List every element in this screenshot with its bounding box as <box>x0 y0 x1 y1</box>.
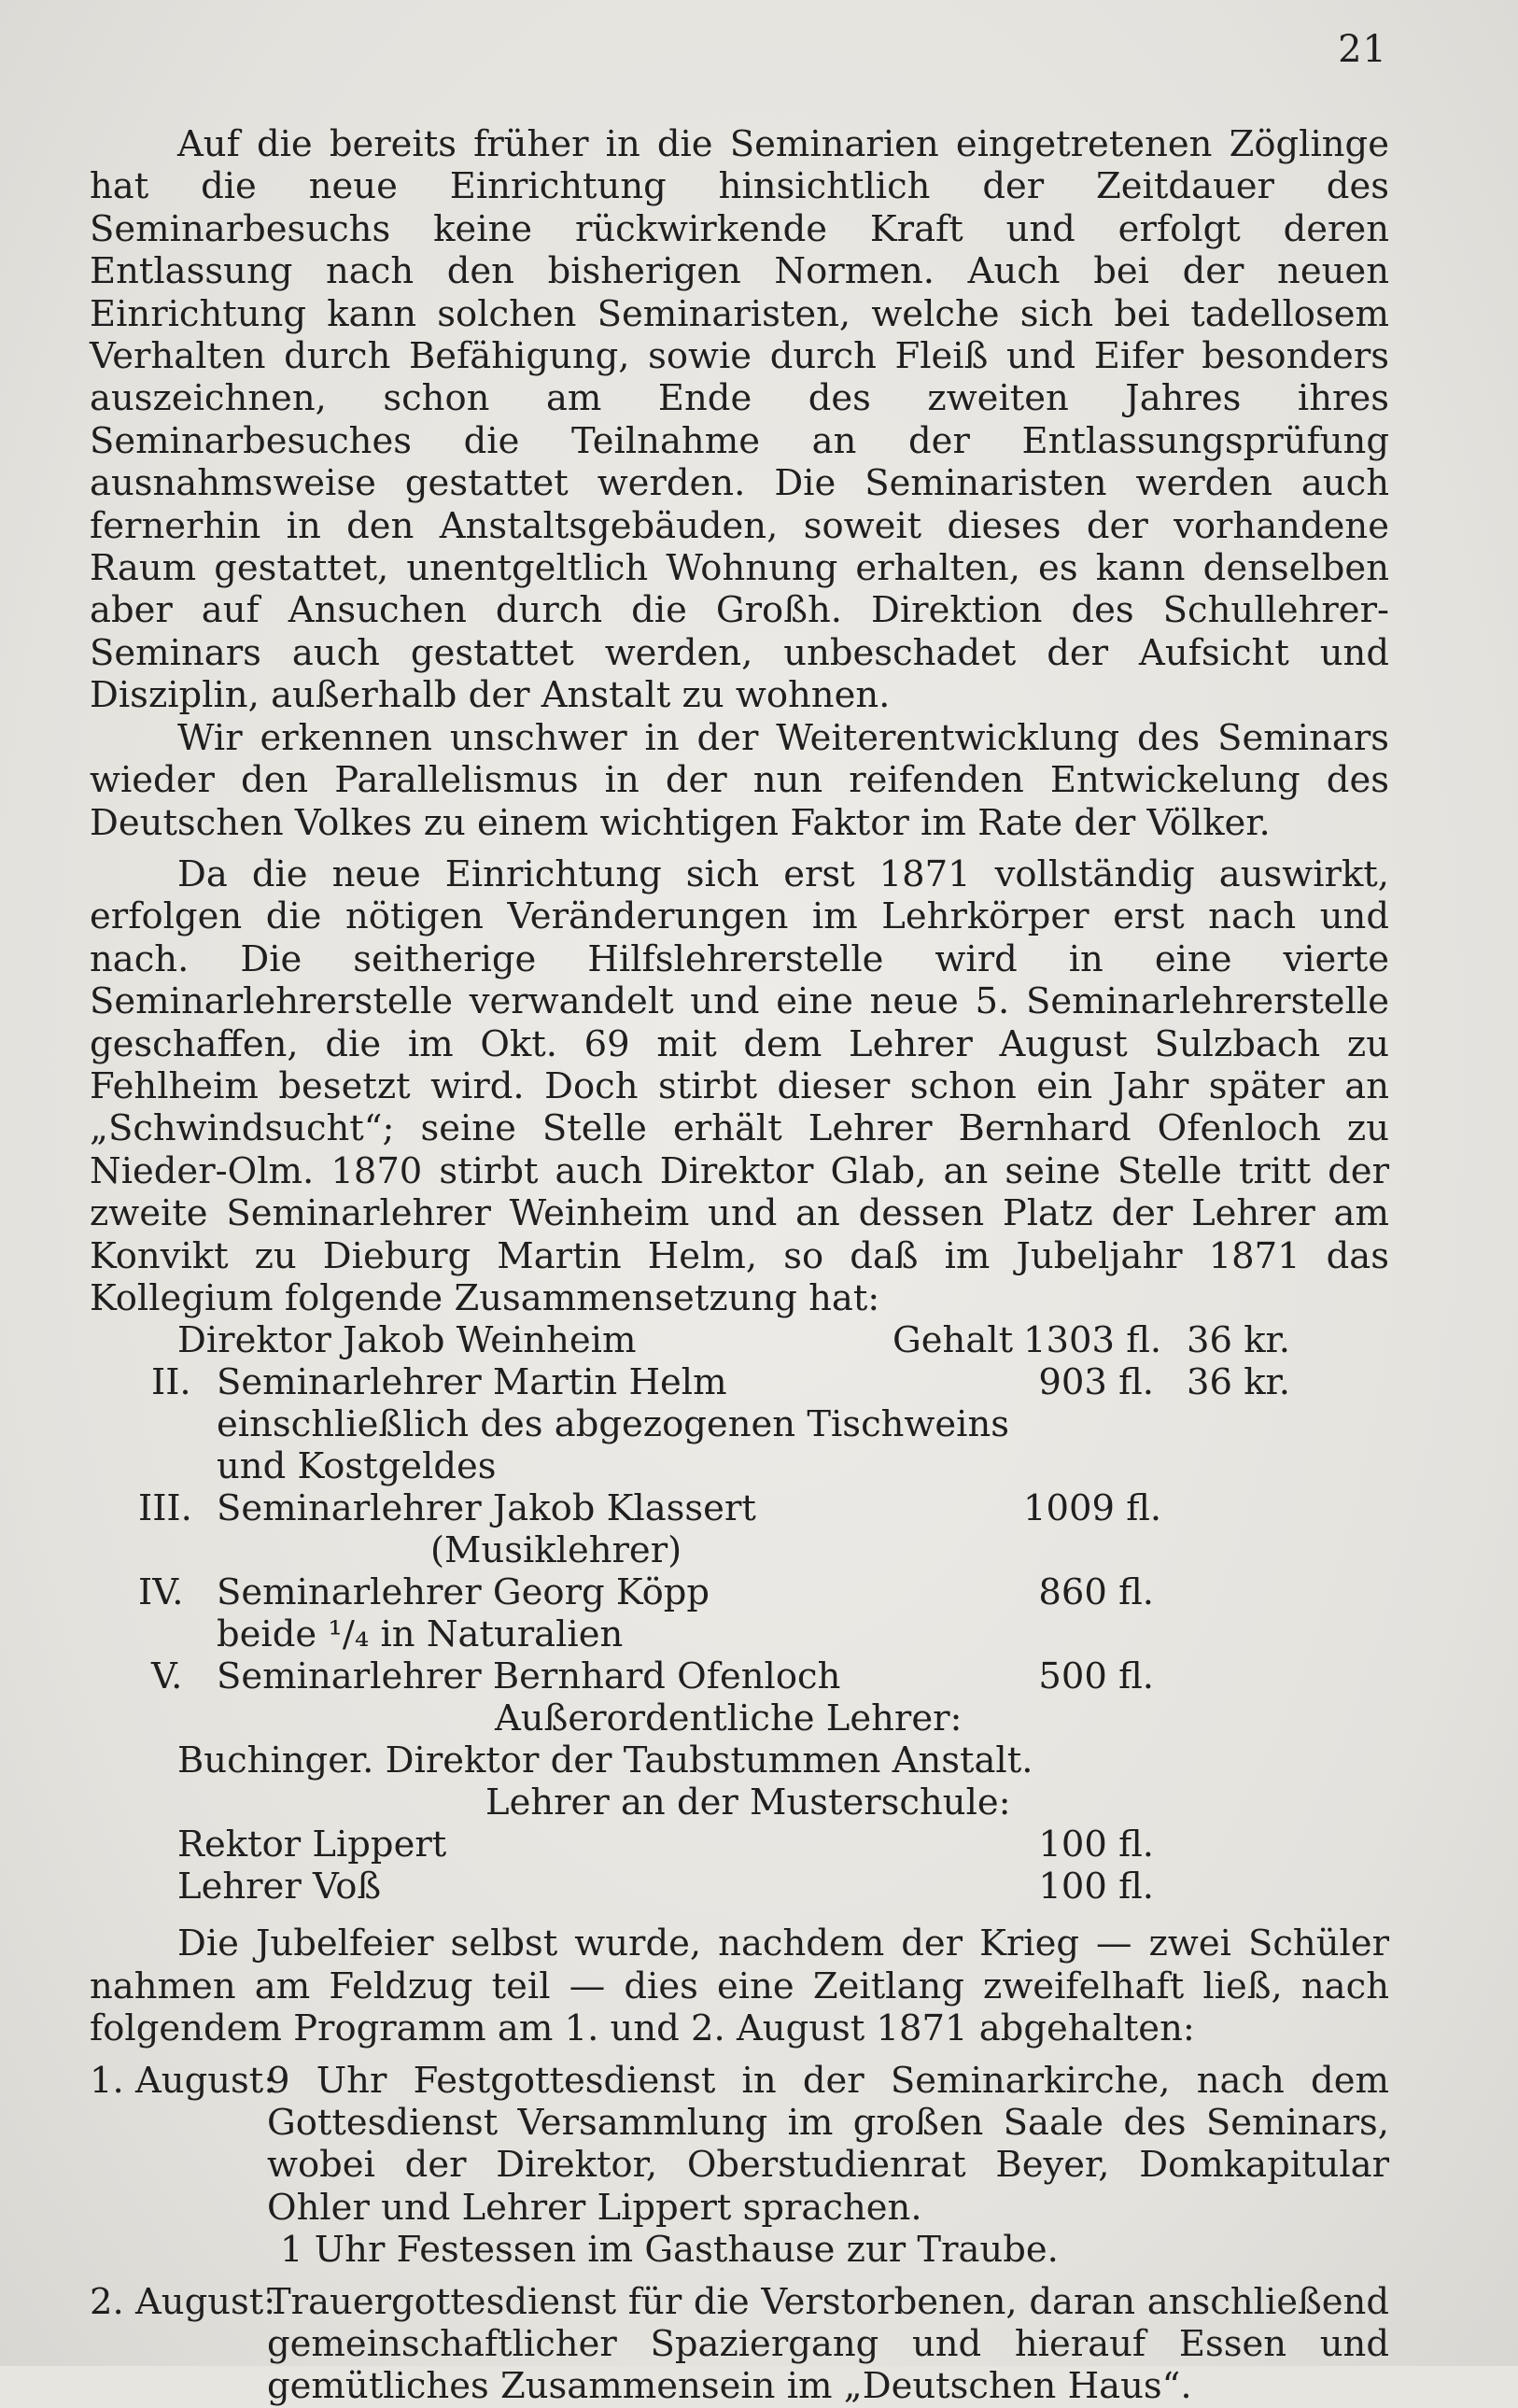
roster-name: Seminarlehrer Martin Helm <box>217 1361 727 1404</box>
roster-subheading: Lehrer an der Musterschule: <box>485 1781 1011 1824</box>
roster-numeral: II. <box>151 1361 191 1404</box>
roster-note: (Musiklehrer) <box>430 1529 682 1572</box>
roster-row <box>90 1824 1389 1866</box>
roster-row <box>90 1487 1389 1529</box>
roster-numeral: III. <box>138 1487 192 1530</box>
page-number: 21 <box>1338 28 1387 71</box>
festival-program <box>90 2060 1389 2408</box>
roster-kreuzer: 36 kr. <box>1187 1361 1290 1404</box>
roster-row-director <box>90 1319 1389 1361</box>
body-text <box>90 123 1389 2408</box>
program-day <box>90 2060 1389 2272</box>
roster-name: Seminarlehrer Jakob Klassert <box>217 1487 756 1530</box>
roster-amount: 100 fl. <box>1038 1866 1154 1908</box>
roster-name: Seminarlehrer Bernhard Ofenloch <box>217 1655 841 1698</box>
program-day-label: 2. August: <box>90 2280 276 2323</box>
roster-row <box>90 1361 1389 1403</box>
program-day-text: 9 Uhr Festgottesdienst in der Seminarkirche, nach dem Gottesdienst Versammlung im großen Saale des Seminars, wobei der Direktor, Oberstudienrat Beyer, Domkapitular Ohler und Lehrer Lippert sprachen. 1 Uhr Festessen im Gasthause zur Traube. <box>267 2059 1389 2272</box>
roster-numeral: V. <box>151 1655 183 1698</box>
roster-kreuzer: 36 kr. <box>1187 1319 1290 1362</box>
roster-amount: 903 fl. <box>1038 1361 1154 1404</box>
roster-row <box>90 1866 1389 1908</box>
roster-name: Rektor Lippert <box>177 1824 447 1866</box>
roster-amount: 1009 fl. <box>1023 1487 1162 1530</box>
program-day-subline: 1 Uhr Festessen im Gasthause zur Traube. <box>280 2229 1059 2272</box>
roster-name: Seminarlehrer Georg Köpp <box>217 1571 710 1614</box>
roster-name: Direktor Jakob Weinheim <box>177 1319 637 1362</box>
roster-amount: 500 fl. <box>1038 1655 1154 1698</box>
roster-salary-label: Gehalt <box>893 1319 1014 1362</box>
roster-row <box>90 1571 1389 1613</box>
paragraph-jubilee: Die Jubelfeier selbst wurde, nachdem der Krieg — zwei Schüler nahmen am Feldzug teil — dies eine Zeitlang zweifelhaft ließ, nach folgendem Programm am 1. und 2. August 1871 abgehalten: <box>90 1922 1389 2050</box>
roster-amount: 860 fl. <box>1038 1571 1154 1614</box>
roster-name: Lehrer Voß <box>177 1866 382 1908</box>
paragraph-parallelism: Wir erkennen unschwer in der Weiterentwicklung des Seminars wieder den Parallelismus in der nun reifenden Entwickelung des Deutschen Volkes zu einem wichtigen Faktor im Rate der Völker. <box>90 716 1389 844</box>
staff-roster <box>90 1319 1389 1913</box>
roster-subheading: Außerordentliche Lehrer: <box>495 1697 963 1740</box>
roster-note: und Kostgeldes <box>217 1445 497 1488</box>
program-day-text: Trauergottesdienst für die Verstorbenen, daran anschließend gemeinschaftlicher Spaziergang und hierauf Essen und gemütliches Zusammensein im „Deutschen Haus“. <box>267 2280 1389 2408</box>
program-day-label: 1. August: <box>90 2059 276 2102</box>
roster-numeral: IV. <box>138 1571 184 1614</box>
program-day <box>90 2281 1389 2408</box>
roster-note: einschließlich des abgezogenen Tischweins <box>217 1403 1010 1446</box>
roster-note: beide ¹/₄ in Naturalien <box>217 1613 624 1656</box>
paragraph-staff-changes: Da die neue Einrichtung sich erst 1871 vollständig auswirkt, erfolgen die nötigen Veränderungen im Lehrkörper erst nach und nach. Die seitherige Hilfslehrerstelle wird in eine vierte Seminarlehrerstelle verwandelt und eine neue 5. Seminarlehrerstelle geschaffen, die im Okt. 69 mit dem Lehrer August Sulzbach zu Fehlheim besetzt wird. Doch stirbt dieser schon ein Jahr später an „Schwindsucht“; seine Stelle erhält Lehrer Bernhard Ofenloch zu Nieder-Olm. 1870 stirbt auch Direktor Glab, an seine Stelle tritt der zweite Seminarlehrer Weinheim und an dessen Platz der Lehrer am Konvikt zu Dieburg Martin Helm, so daß im Jubeljahr 1871 das Kollegium folgende Zusammensetzung hat: <box>90 852 1389 1319</box>
roster-amount: 100 fl. <box>1038 1824 1154 1866</box>
paragraph-admission: Auf die bereits früher in die Seminarien eingetretenen Zöglinge hat die neue Einrichtung hinsichtlich der Zeitdauer des Seminarbesuchs keine rückwirkende Kraft und erfolgt deren Entlassung nach den bisherigen Normen. Auch bei der neuen Einrichtung kann solchen Seminaristen, welche sich bei tadellosem Verhalten durch Befähigung, sowie durch Fleiß und Eifer besonders auszeichnen, schon am Ende des zweiten Jahres ihres Seminarbesuches die Teilnahme an der Entlassungsprüfung ausnahmsweise gestattet werden. Die Seminaristen werden auch fernerhin in den Anstaltsgebäuden, soweit dieses der vorhandene Raum gestattet, unentgeltlich Wohnung erhalten, es kann denselben aber auf Ansuchen durch die Großh. Direktion des Schullehrer-Seminars auch gestattet werden, unbeschadet der Aufsicht und Disziplin, außerhalb der Anstalt zu wohnen. <box>90 123 1389 717</box>
roster-row <box>90 1655 1389 1697</box>
roster-amount: 1303 fl. <box>1023 1319 1162 1362</box>
roster-extra-teacher: Buchinger. Direktor der Taubstummen Anstalt. <box>177 1739 1033 1782</box>
